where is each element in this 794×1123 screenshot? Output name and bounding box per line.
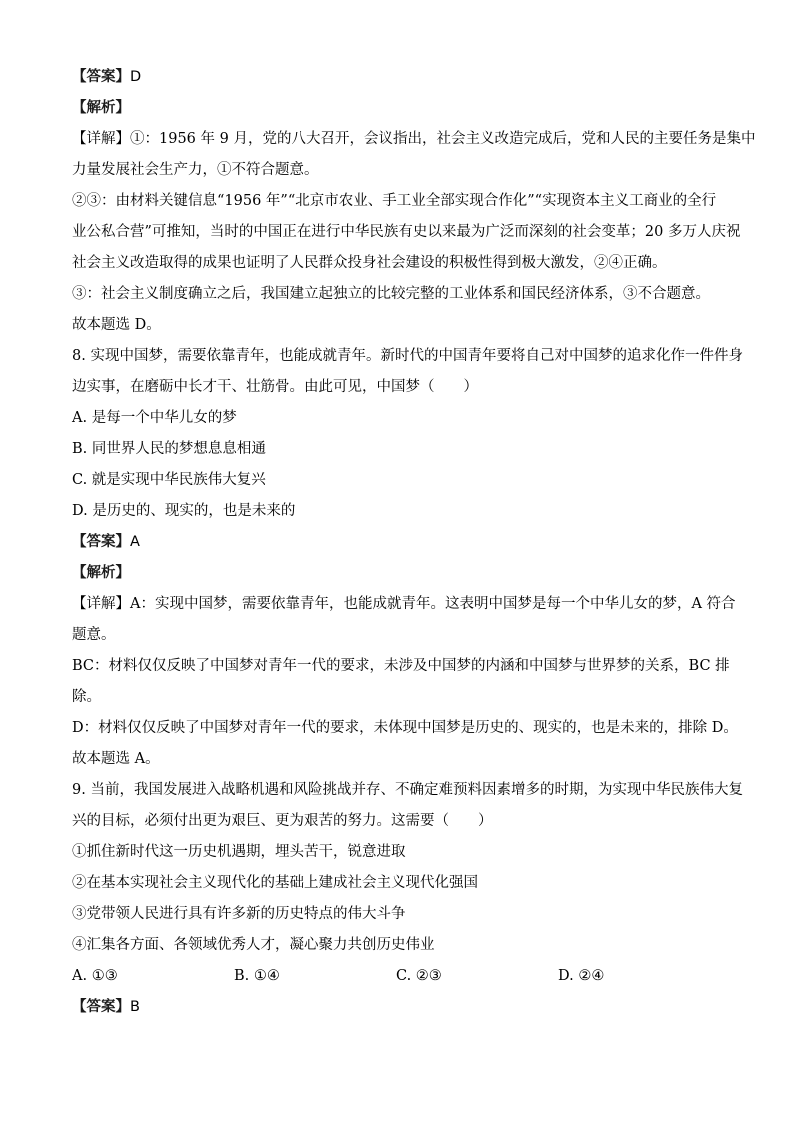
q9-statement-2: ②在基本实现社会主义现代化的基础上建成社会主义现代化强国 [72,875,478,891]
q9-option-b: B. ①④ [234,968,280,984]
q7-detail-line-6: 故本题选 D。 [72,317,161,333]
answer-tag: 【答案】 [72,534,130,550]
q9-statement-1: ①抓住新时代这一历史机遇期，埋头苦干，锐意进取 [72,844,406,860]
q8-analysis-tag [72,558,724,589]
answer-tag: 【答案】 [72,999,130,1015]
document-page [72,62,756,1023]
q9-answer [72,992,724,1023]
q7-answer [72,62,724,93]
q8-stem-line-1: 边实事，在磨砺中长才干、壮筋骨。由此可见，中国梦（ ） [72,379,478,395]
q8-detail-line-5: 故本题选 A。 [72,751,160,767]
analysis-tag: 【解析】 [72,100,130,116]
q7-detail-line-1: 力量发展社会生产力，①不符合题意。 [72,162,319,178]
answer-tag: 【答案】 [72,69,130,85]
q9-statement-3: ③党带领人民进行具有许多新的历史特点的伟大斗争 [72,906,406,922]
q8-detail-line-3: 除。 [72,689,101,705]
q8-detail-line-1: 题意。 [72,627,116,643]
q9-statement-4: ④汇集各方面、各领域优秀人才，凝心聚力共创历史伟业 [72,937,435,953]
q9-option-a: A. ①③ [72,968,118,984]
q8-answer [72,527,724,558]
analysis-tag: 【解析】 [72,565,130,581]
q7-analysis-tag [72,93,724,124]
answer-value: A [130,534,140,550]
q8-option-c: C. 就是实现中华民族伟大复兴 [72,472,266,488]
detail-text: ①：1956 年 9 月，党的八大召开，会议指出，社会主义改造完成后，党和人民的主要任务是集中 [130,131,756,147]
q7-detail-line-3: 业公私合营”可推知，当时的中国正在进行中华民族有史以来最为广泛而深刻的社会变革；20 多万人庆祝 [72,224,741,240]
q7-detail-line-4: 社会主义改造取得的成果也证明了人民群众投身社会建设的积极性得到极大激发，②④正确。 [72,255,667,271]
detail-tag: 【详解】 [72,596,130,612]
q7-detail-line-2: ②③：由材料关键信息“1956 年”“北京市农业、手工业全部实现合作化”“实现资本主义工商业的全行 [72,193,717,209]
q9-options [72,961,724,992]
answer-value: B [130,999,140,1015]
q8-detail-line-2: BC：材料仅仅反映了中国梦对青年一代的要求，未涉及中国梦的内涵和中国梦与世界梦的关系，BC 排 [72,658,730,674]
q8-detail-line-0 [72,589,736,620]
q9-stem-line-0: 9. 当前，我国发展进入战略机遇和风险挑战并存、不确定难预料因素增多的时期，为实现中华民族伟大复 [72,782,743,798]
answer-value: D [130,69,142,85]
q9-option-d: D. ②④ [558,968,605,984]
q8-option-b: B. 同世界人民的梦想息息相通 [72,441,266,457]
q8-option-a: A. 是每一个中华儿女的梦 [72,410,237,426]
q9-option-c: C. ②③ [396,968,442,984]
q9-stem-line-1: 兴的目标，必须付出更为艰巨、更为艰苦的努力。这需要（ ） [72,813,493,829]
q8-stem-line-0: 8. 实现中国梦，需要依靠青年，也能成就青年。新时代的中国青年要将自己对中国梦的追求化作一件件身 [72,348,743,364]
detail-text: A：实现中国梦，需要依靠青年，也能成就青年。这表明中国梦是每一个中华儿女的梦，A 符合 [130,596,736,612]
q8-detail-line-4: D：材料仅仅反映了中国梦对青年一代的要求，未体现中国梦是历史的、现实的，也是未来的，排除 D。 [72,720,738,736]
q7-detail-line-0 [72,124,756,155]
detail-tag: 【详解】 [72,131,130,147]
q8-option-d: D. 是历史的、现实的，也是未来的 [72,503,296,519]
q7-detail-line-5: ③：社会主义制度确立之后，我国建立起独立的比较完整的工业体系和国民经济体系，③不合题意。 [72,286,710,302]
